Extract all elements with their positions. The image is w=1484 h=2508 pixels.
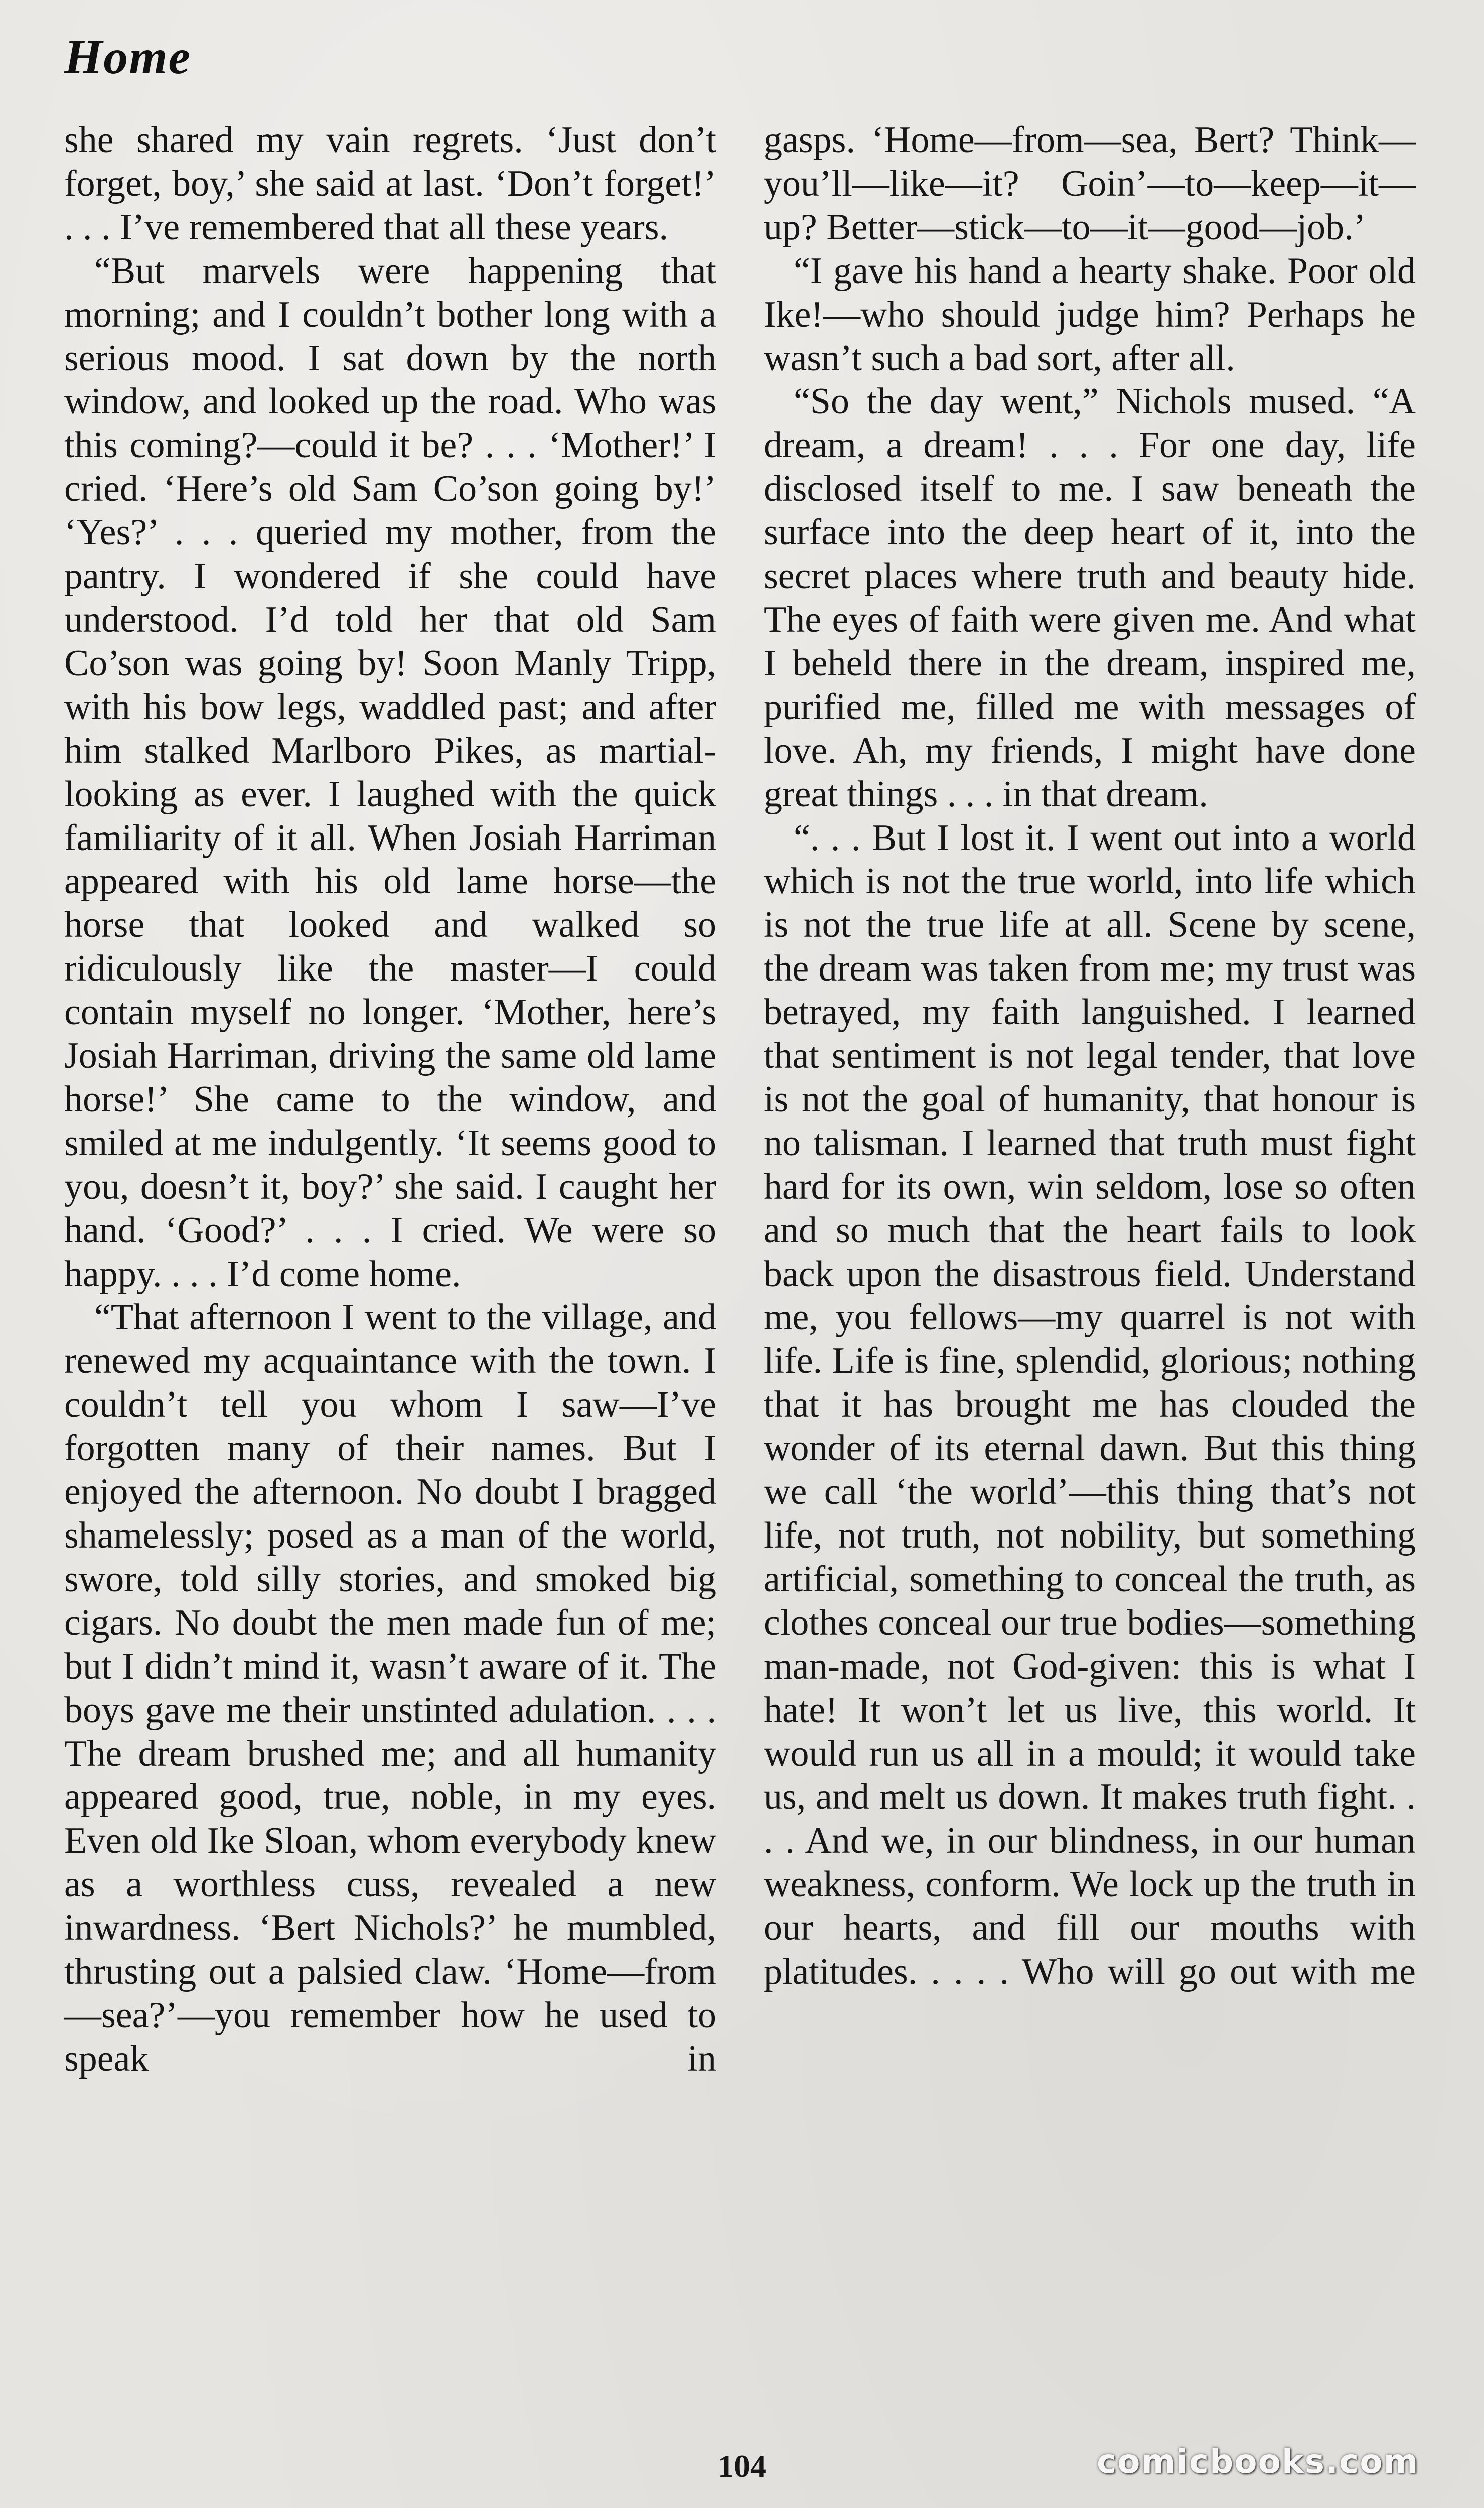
running-head: Home <box>64 30 191 84</box>
paragraph: “But marvels were happening that morning; and I couldn’t bother long with a serious mood. I sat down by the north window, and looked up the road. Who was this coming?—could it be? . . . ‘Mother!’ I cried. ‘Here’s old Sam Co’son going by!’ ‘Yes?’ . . . queried my mother, from the pantry. I wondered if she could have understood. I’d told her that old Sam Co’son was going by! Soon Manly Tripp, with his bow legs, waddled past; and after him stalked Marlboro Pikes, as martial-looking as ever. I laughed with the quick familiarity of it all. When Josiah Harriman appeared with his old lame horse—the horse that looked and walked so ridiculously like the master—I could contain myself no longer. ‘Mother, here’s Josiah Harriman, driving the same old lame horse!’ She came to the window, and smiled at me indulgently. ‘It seems good to you, doesn’t it, boy?’ she said. I caught her hand. ‘Good?’ . . . I cried. We were so happy. . . . I’d come home. <box>64 250 716 1295</box>
left-column <box>64 118 716 2081</box>
paragraph: “I gave his hand a hearty shake. Poor old Ike!—who should judge him? Perhaps he wasn’t such a bad sort, after all. <box>764 250 1416 379</box>
watermark-logo: comicbooks.com <box>1097 2442 1419 2481</box>
right-column <box>764 118 1416 1994</box>
page-number: 104 <box>718 2448 766 2484</box>
paragraph: “. . . But I lost it. I went out into a world which is not the true world, into life which is not the true life at all. Scene by scene, the dream was taken from me; my trust was betrayed, my faith languished. I learned that sentiment is not legal tender, that love is not the goal of humanity, that honour is no talisman. I learned that truth must fight hard for its own, win seldom, lose so often and so much that the heart fails to look back upon the disastrous field. Understand me, you fellows—my quarrel is not with life. Life is fine, splendid, glorious; nothing that it has brought me has clouded the wonder of its eternal dawn. But this thing we call ‘the world’—this thing that’s not life, not truth, not nobility, but something artificial, something to conceal the truth, as clothes conceal our true bodies—something man-made, not God-given: this is what I hate! It won’t let us live, this world. It would run us all in a mould; it would take us, and melt us down. It makes truth fight. . . . And we, in our blindness, in our human weakness, conform. We lock up the truth in our hearts, and fill our mouths with platitudes. . . . . Who will go out with me <box>764 817 1416 1993</box>
paragraph: she shared my vain regrets. ‘Just don’t forget, boy,’ she said at last. ‘Don’t forget!’ . . . I’ve remembered that all these years. <box>64 119 716 248</box>
paragraph: “That afternoon I went to the village, and renewed my acquaintance with the town. I couldn’t tell you whom I saw—I’ve forgotten many of their names. But I enjoyed the afternoon. No doubt I bragged shamelessly; posed as a man of the world, swore, told silly stories, and smoked big cigars. No doubt the men made fun of me; but I didn’t mind it, wasn’t aware of it. The boys gave me their unstinted adulation. . . . The dream brushed me; and all humanity appeared good, true, noble, in my eyes. Even old Ike Sloan, whom everybody knew as a worthless cuss, revealed a new inwardness. ‘Bert Nichols?’ he mumbled, thrusting out a palsied claw. ‘Home—from—sea?’—you remember how he used to speak in <box>64 1297 716 2079</box>
paragraph: gasps. ‘Home—from—sea, Bert? Think—you’ll—like—it? Goin’—to—keep—it—up? Better—stick—to—it—good—job.’ <box>764 119 1416 248</box>
paragraph: “So the day went,” Nichols mused. “A dream, a dream! . . . For one day, life disclosed itself to me. I saw beneath the surface into the deep heart of it, into the secret places where truth and beauty hide. The eyes of faith were given me. And what I beheld there in the dream, inspired me, purified me, filled me with messages of love. Ah, my friends, I might have done great things . . . in that dream. <box>764 381 1416 815</box>
